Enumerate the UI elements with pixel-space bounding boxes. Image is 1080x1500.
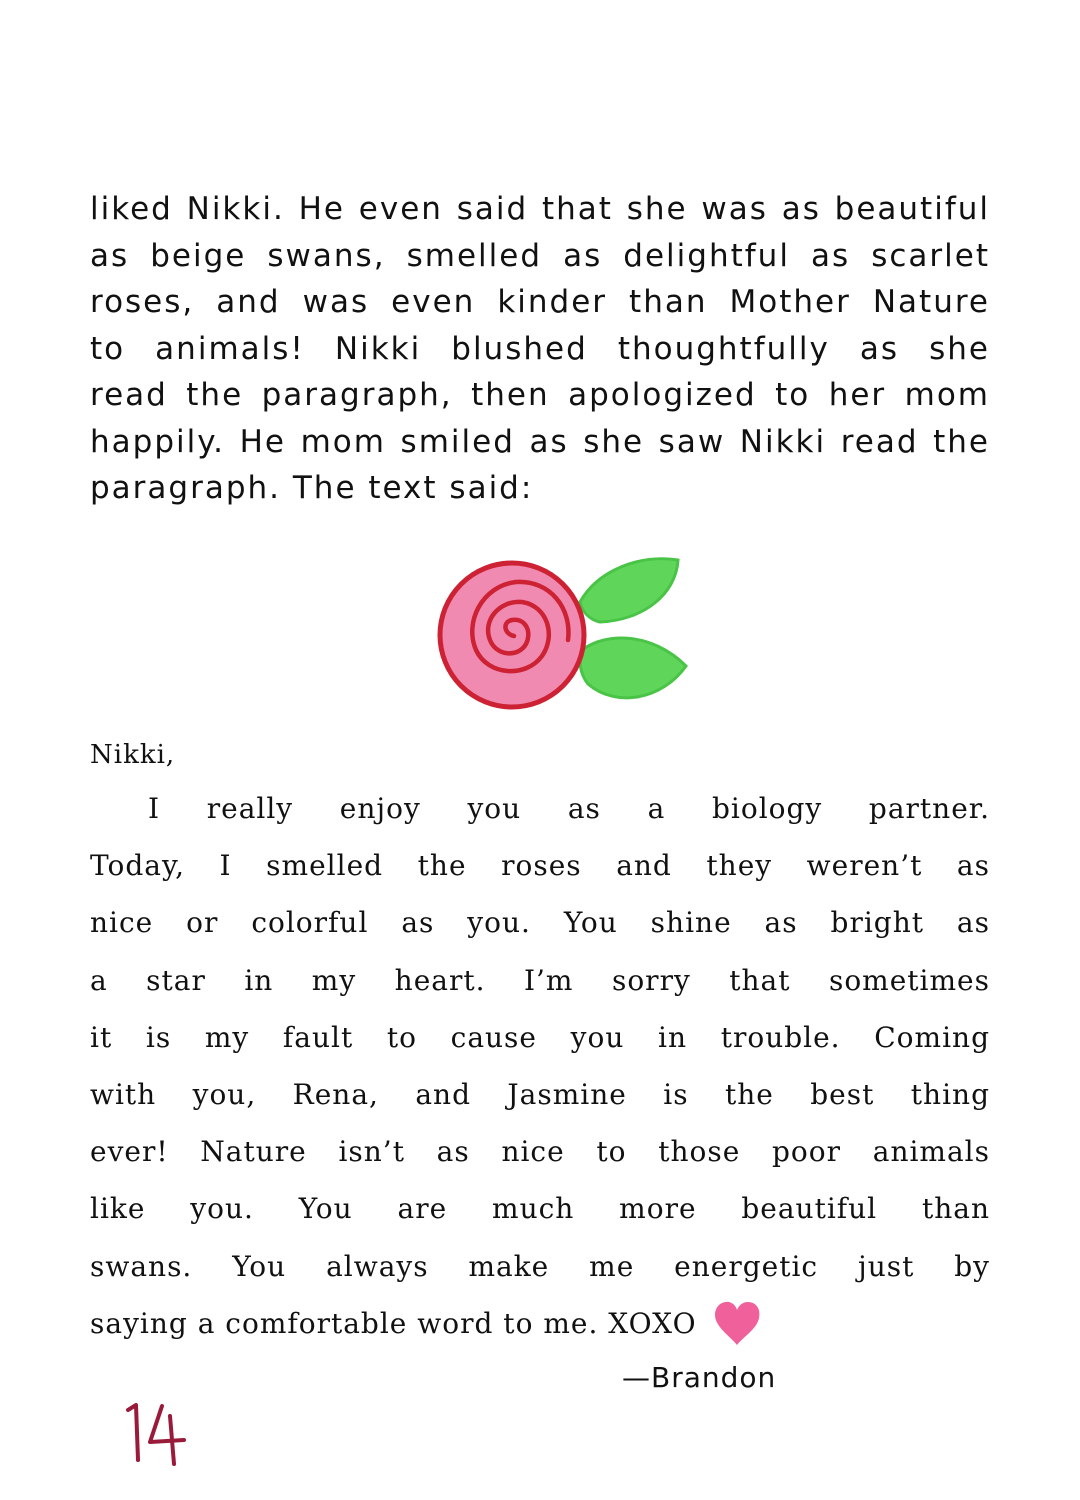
letter-line: swans. You always make me energetic just by — [90, 1249, 990, 1283]
story-line: read the paragraph, then apologized to her mom — [90, 377, 990, 413]
page-number — [124, 1402, 188, 1466]
letter-line: Today, I smelled the roses and they weren’t as — [90, 849, 990, 883]
letter-greeting: Nikki, — [90, 740, 176, 770]
story-line: paragraph. The text said: — [90, 470, 534, 506]
story-line: as beige swans, smelled as delightful as scarlet — [90, 237, 990, 274]
letter-line: I really enjoy you as a biology partner. — [148, 792, 990, 825]
letter — [90, 730, 990, 1352]
story-line: liked Nikki. He even said that she was as beautiful — [90, 191, 990, 227]
letter-line: like you. You are much more beautiful than — [90, 1192, 990, 1226]
letter-line: a star in my heart. I’m sorry that sometimes — [90, 963, 990, 997]
svg-text:14: 14 — [124, 1402, 126, 1403]
letter-line: it is my fault to cause you in trouble. Coming — [90, 1020, 990, 1054]
letter-closing-text: saying a comfortable word to me. XOXO — [90, 1306, 697, 1340]
letter-line-last — [90, 1295, 990, 1352]
letter-signature: —Brandon — [622, 1361, 777, 1394]
story-text — [90, 186, 990, 512]
story-line: happily. He mom smiled as she saw Nikki read the — [90, 423, 990, 460]
rose-illustration — [430, 550, 700, 725]
story-line: roses, and was even kinder than Mother Nature — [90, 284, 990, 320]
letter-line: ever! Nature isn’t as nice to those poor animals — [90, 1135, 990, 1169]
letter-line: with you, Rena, and Jasmine is the best thing — [90, 1077, 990, 1111]
story-line: to animals! Nikki blushed thoughtfully as she — [90, 330, 990, 367]
rose-icon — [430, 550, 700, 725]
letter-line: nice or colorful as you. You shine as bright as — [90, 906, 990, 940]
heart-icon — [711, 1299, 763, 1349]
